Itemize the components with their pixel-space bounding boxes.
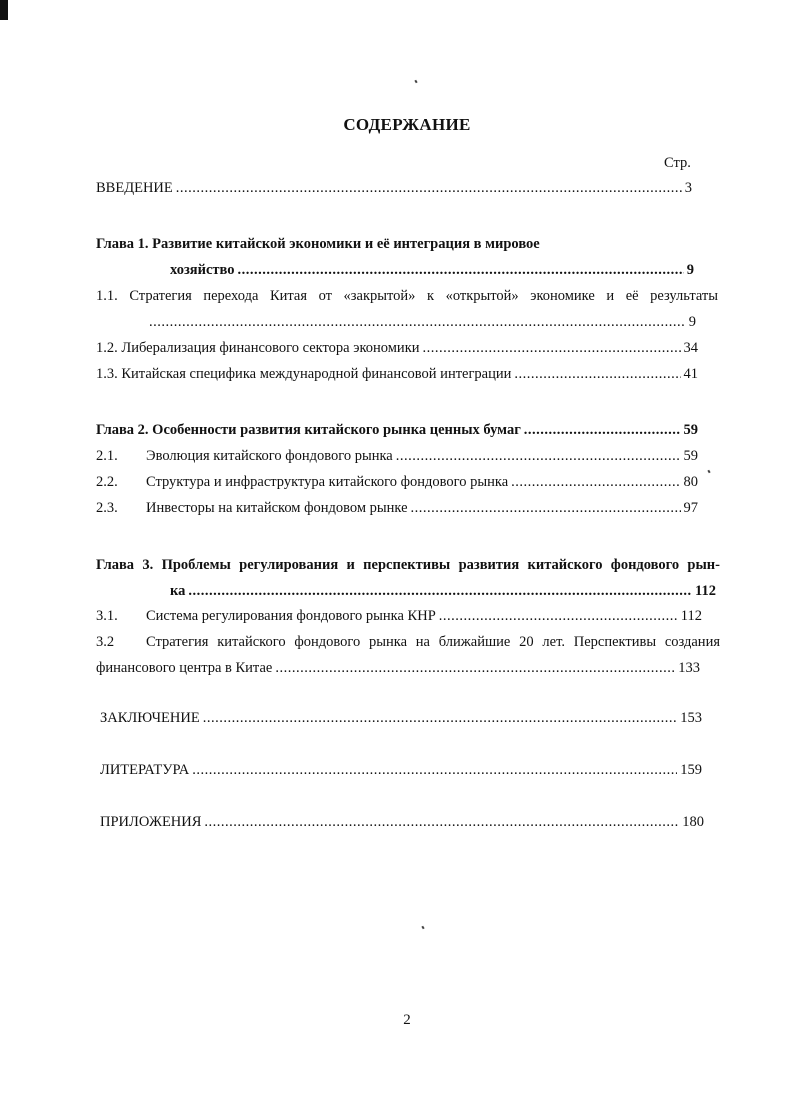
toc-section-3-2[interactable] (96, 658, 700, 678)
toc-section-number: 3.2 (96, 634, 115, 650)
scan-corner-mark (0, 0, 8, 20)
toc-entry-conclusion[interactable] (100, 708, 702, 728)
toc-label: ВВЕДЕНИЕ (96, 180, 173, 196)
toc-label: хозяйство (170, 262, 235, 278)
toc-section-2-1[interactable] (146, 446, 698, 466)
dot-leader (511, 472, 680, 492)
scan-speck (414, 80, 417, 84)
dot-leader (188, 581, 692, 601)
dot-leader (514, 364, 680, 384)
dot-leader (149, 312, 686, 332)
toc-page: 3 (684, 180, 692, 196)
toc-section-1-1[interactable] (146, 312, 696, 332)
toc-page: 97 (683, 500, 698, 516)
toc-label: Структура и инфраструктура китайского фондового рынка (146, 474, 509, 490)
dot-leader (411, 498, 681, 518)
toc-label: Эволюция китайского фондового рынка (146, 448, 393, 464)
toc-chapter-1-heading[interactable]: Глава 1. Развитие китайской экономики и её интеграция в мировое (96, 236, 540, 252)
dot-leader (423, 338, 681, 358)
toc-label: 1.3. Китайская специфика международной финансовой интеграции (96, 366, 512, 382)
toc-label: ка (170, 583, 186, 599)
toc-page: 59 (683, 422, 698, 438)
toc-section-number: 2.1. (96, 448, 118, 464)
toc-page: 80 (683, 474, 698, 490)
toc-chapter-2[interactable] (96, 420, 698, 440)
toc-page: 9 (686, 262, 694, 278)
toc-section-1-1-heading[interactable]: 1.1. Стратегия перехода Китая от «закрытой» к «открытой» экономике и её результаты (96, 288, 718, 304)
toc-section-2-2[interactable] (146, 472, 698, 492)
dot-leader (204, 812, 679, 832)
toc-chapter-3[interactable] (170, 581, 716, 601)
page-title: СОДЕРЖАНИЕ (343, 115, 471, 134)
toc-page: 159 (680, 762, 702, 778)
page-number: 2 (403, 1012, 411, 1028)
dot-leader (396, 446, 681, 466)
toc-label: ЛИТЕРАТУРА (100, 762, 190, 778)
toc-page: 112 (695, 583, 716, 599)
toc-chapter-3-heading[interactable]: Глава 3. Проблемы регулирования и перспективы развития китайского фондового рын- (96, 557, 720, 573)
dot-leader (238, 260, 684, 280)
toc-page: 153 (680, 710, 702, 726)
toc-chapter-1[interactable] (170, 260, 694, 280)
toc-section-3-2-heading[interactable]: Стратегия китайского фондового рынка на ближайшие 20 лет. Перспективы создания (146, 634, 720, 650)
toc-label: Глава 2. Особенности развития китайского рынка ценных бумаг (96, 422, 521, 438)
toc-page: 133 (678, 660, 700, 676)
toc-section-2-3[interactable] (146, 498, 698, 518)
dot-leader (275, 658, 675, 678)
toc-section-number: 3.1. (96, 608, 118, 624)
toc-label: 1.2. Либерализация финансового сектора экономики (96, 340, 420, 356)
toc-label: ПРИЛОЖЕНИЯ (100, 814, 202, 830)
toc-entry-introduction[interactable] (96, 178, 692, 198)
toc-label: Система регулирования фондового рынка КНР (146, 608, 436, 624)
dot-leader (176, 178, 682, 198)
toc-label: Инвесторы на китайском фондовом рынке (146, 500, 408, 516)
toc-section-1-3[interactable] (96, 364, 698, 384)
toc-section-3-1[interactable] (146, 606, 702, 626)
toc-page: 34 (683, 340, 698, 356)
page-column-label: Стр. (664, 155, 691, 171)
scan-speck (707, 470, 710, 474)
toc-page: 9 (688, 314, 696, 330)
toc-section-number: 2.3. (96, 500, 118, 516)
dot-leader (192, 760, 677, 780)
dot-leader (439, 606, 678, 626)
dot-leader (203, 708, 678, 728)
dot-leader (524, 420, 681, 440)
toc-label: ЗАКЛЮЧЕНИЕ (100, 710, 200, 726)
scan-speck (421, 926, 424, 930)
toc-page: 59 (683, 448, 698, 464)
toc-page: 41 (683, 366, 698, 382)
toc-label: финансового центра в Китае (96, 660, 273, 676)
toc-section-number: 2.2. (96, 474, 118, 490)
toc-page: 112 (680, 608, 702, 624)
toc-entry-literature[interactable] (100, 760, 702, 780)
toc-entry-appendix[interactable] (100, 812, 704, 832)
toc-page: 180 (682, 814, 704, 830)
toc-section-1-2[interactable] (96, 338, 698, 358)
